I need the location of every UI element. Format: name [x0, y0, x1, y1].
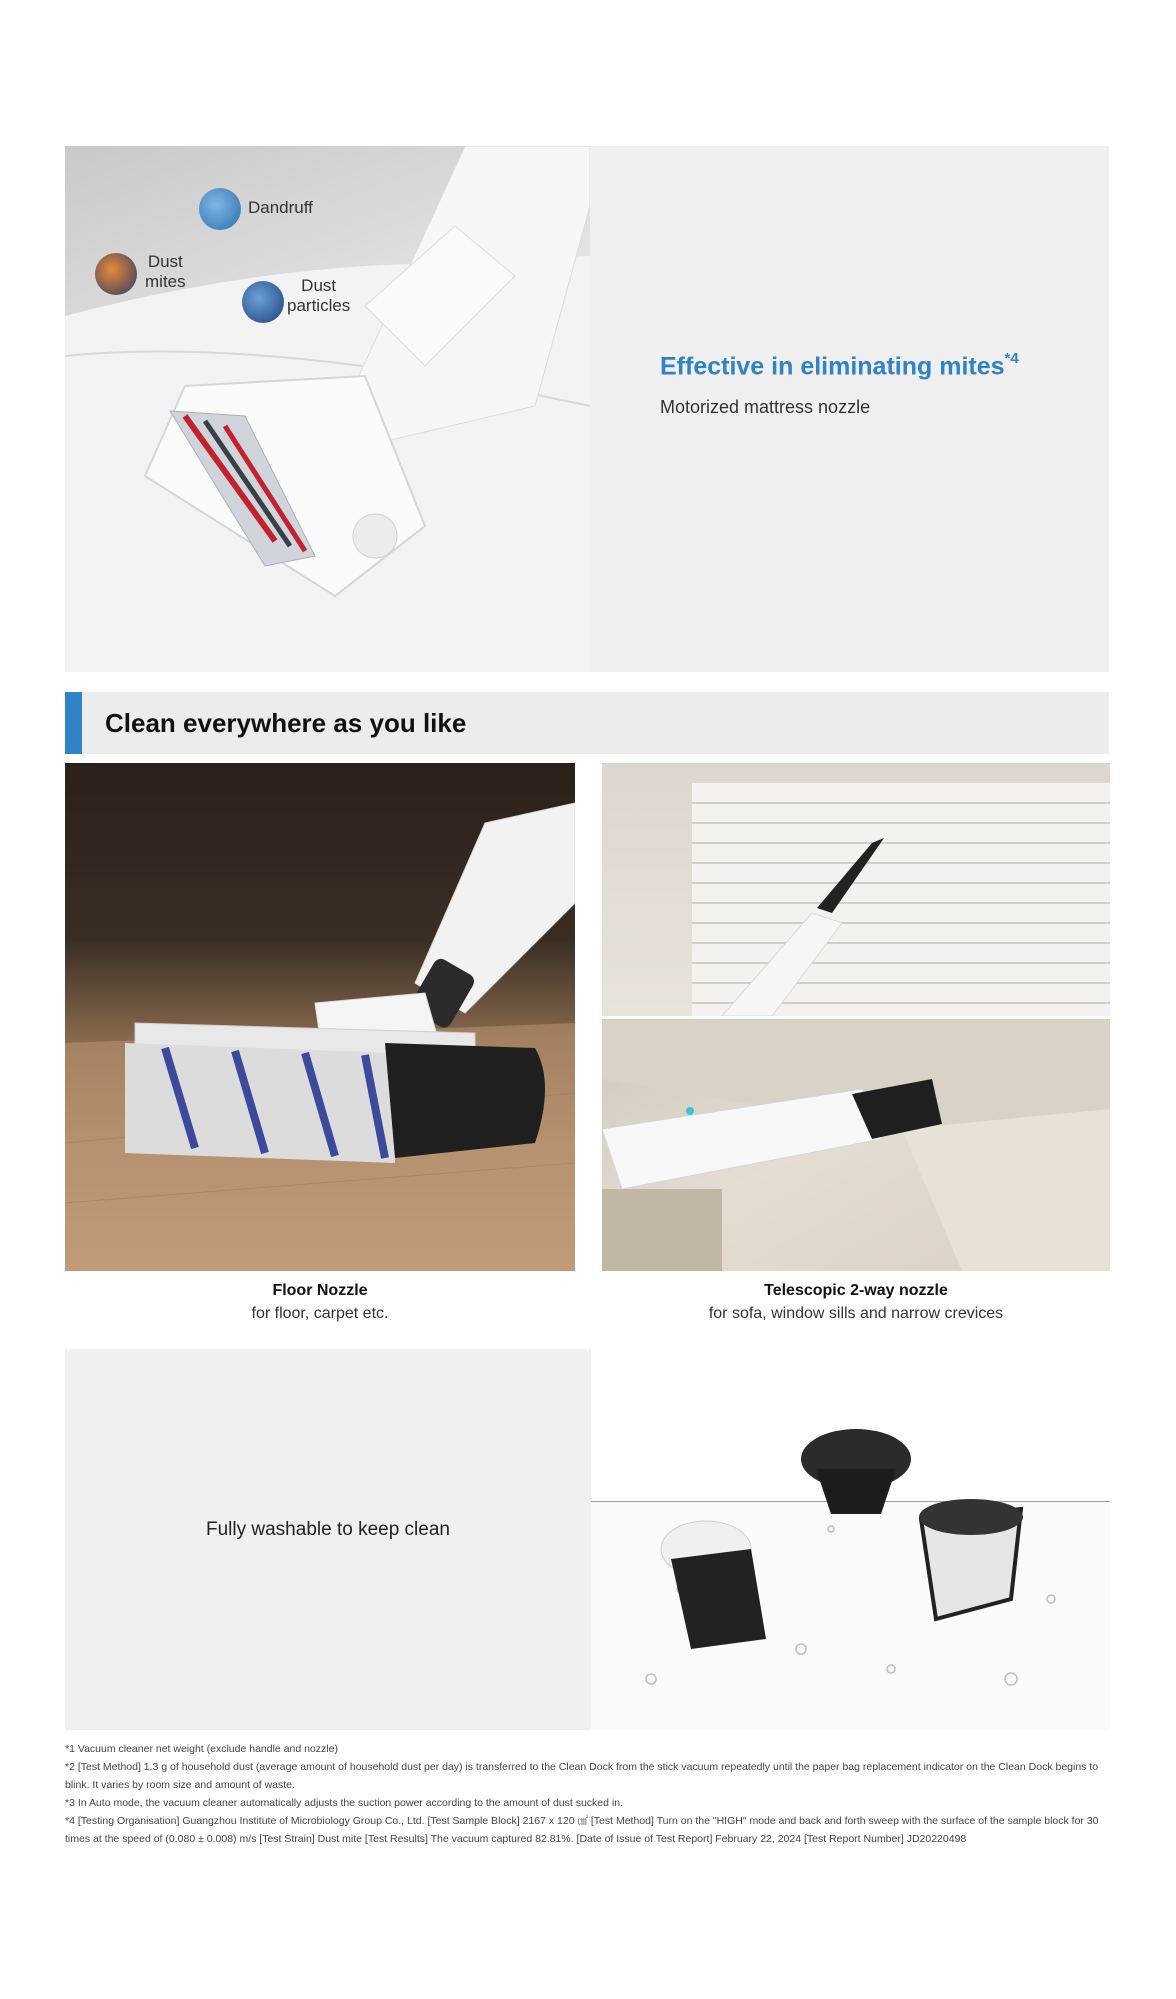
- telescopic-nozzle-subtitle: for sofa, window sills and narrow crevices: [708, 1305, 1004, 1322]
- washable-section: [65, 1349, 1110, 1730]
- floor-nozzle-subtitle: for floor, carpet etc.: [251, 1305, 389, 1322]
- dandruff-label: Dandruff: [248, 198, 313, 217]
- floor-nozzle-photo: [65, 763, 575, 1271]
- dust-particles-label: Dust particles: [287, 276, 351, 315]
- dust-mites-icon: [95, 253, 137, 295]
- mites-section: [65, 146, 1109, 672]
- footnote-2: *2 [Test Method] 1.3 g of household dust (average amount of household dust per day) is transferred to the Clean Dock from the stick vacuum repeatedly until the paper bag replacement indicator on the Clean Dock begins to blink. It varies by room size and amount of waste.: [65, 1761, 1099, 1791]
- footnote-3: *3 In Auto mode, the vacuum cleaner automatically adjusts the suction power according to the amount of dust sucked in.: [65, 1797, 623, 1809]
- dandruff-icon: [199, 188, 241, 230]
- clean-everywhere-heading: Clean everywhere as you like: [105, 708, 467, 738]
- footnotes: [65, 1740, 1115, 1848]
- floor-nozzle-title: Floor Nozzle: [272, 1282, 368, 1299]
- footnote-1: *1 Vacuum cleaner net weight (exclude handle and nozzle): [65, 1743, 338, 1755]
- sofa-crevice-illustration: [602, 1019, 1110, 1271]
- clean-everywhere-heading-bar: [65, 692, 1109, 754]
- washable-parts-illustration: [591, 1349, 1110, 1730]
- dust-particles-icon: [242, 281, 284, 323]
- mites-subtitle: Motorized mattress nozzle: [660, 397, 871, 417]
- window-blinds-illustration: [602, 763, 1110, 1016]
- mattress-nozzle-photo: [65, 146, 590, 672]
- telescopic-nozzle-title: Telescopic 2-way nozzle: [764, 1282, 948, 1299]
- mattress-nozzle-illustration: [65, 146, 590, 672]
- mites-title-footnote-ref: *4: [1004, 350, 1019, 367]
- washable-text: Fully washable to keep clean: [206, 1519, 450, 1540]
- dust-mites-label: Dust mites: [145, 252, 186, 291]
- sofa-crevice-photo: [602, 1019, 1110, 1271]
- washable-parts-photo: [591, 1349, 1110, 1730]
- footnote-4: *4 [Testing Organisation] Guangzhou Institute of Microbiology Group Co., Ltd. [Test Sample Block] 2167 x 120 ㎠ [Test Method] Turn on the "HIGH" mode and back and forth sweep with the surface of the sample block for 30 times at the speed of (0.080 ± 0.008) m/s [Test Strain] Dust mite [Test Results] The vacuum captured 82.81%. [Date of Issue of Test Report] February 22, 2024 [Test Report Number] JD20220498: [65, 1815, 1099, 1845]
- window-blinds-photo: [602, 763, 1110, 1016]
- floor-nozzle-illustration: [65, 763, 575, 1271]
- heading-accent: [65, 692, 82, 754]
- mites-title: Effective in eliminating mites$^{*4}$: [660, 350, 1019, 381]
